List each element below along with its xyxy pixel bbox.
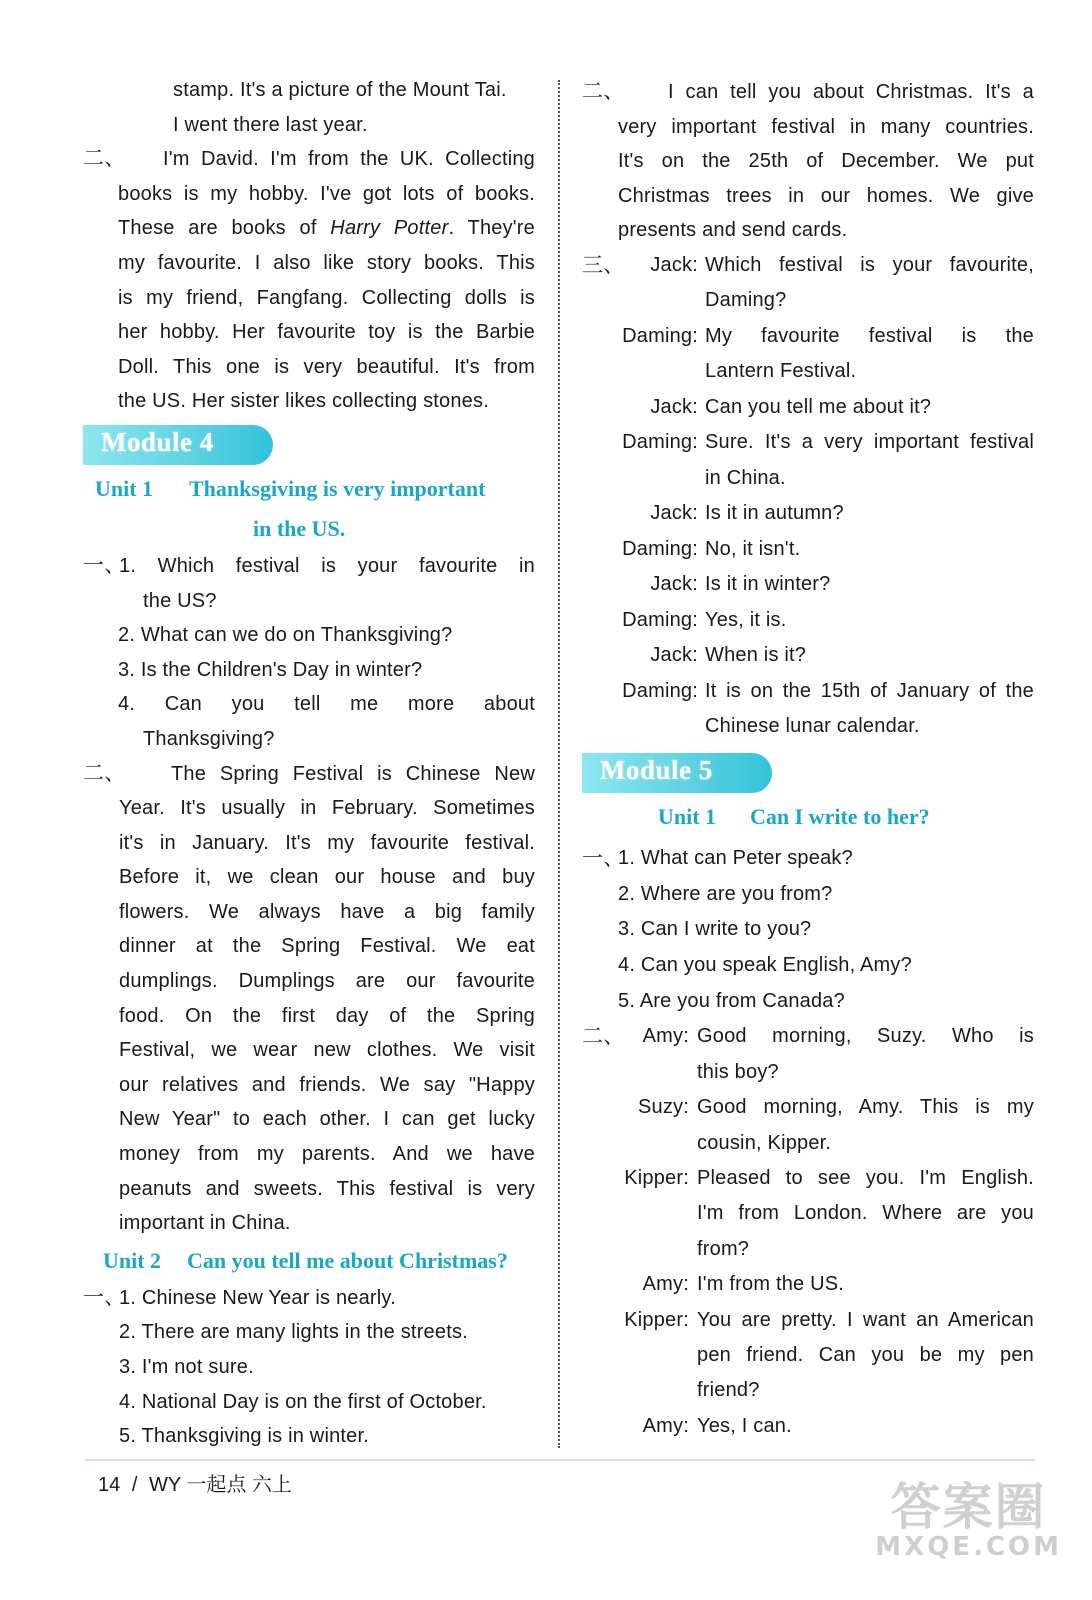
text-line: books is my hobby. I've got lots of books.: [118, 182, 535, 205]
dialogue-line: [582, 319, 1034, 355]
dialogue-line: [582, 1267, 1034, 1302]
dialogue-line: [582, 390, 1034, 426]
unit-heading: Unit 1 Thanksgiving is very important: [95, 475, 486, 501]
dialogue-line: [582, 1055, 1034, 1090]
page-footer: [98, 1468, 292, 1497]
dialogue-line: [582, 248, 1034, 284]
speaker-label: Amy:: [642, 1414, 689, 1437]
unit-heading-cont: in the US.: [253, 515, 346, 541]
speaker-label: Daming:: [622, 431, 698, 454]
speech-text: No, it isn't.: [705, 537, 801, 560]
text-line: Christmas trees in our homes. We give: [618, 184, 1034, 207]
speech-text: Can you tell me about it?: [705, 395, 932, 418]
section-mark: 二、: [582, 80, 625, 103]
section-mark: 二、: [83, 147, 126, 171]
speaker-label: Daming:: [622, 679, 698, 702]
passage-line: money from my parents. And we have: [119, 1143, 535, 1166]
question-line: the US?: [143, 589, 217, 612]
speech-text: cousin, Kipper.: [697, 1131, 832, 1154]
right-column: [582, 75, 1034, 1444]
speech-text: Yes, I can.: [697, 1414, 792, 1437]
text-line: her hobby. Her favourite toy is the Barbie: [118, 321, 535, 344]
footer-slash: /: [131, 1474, 138, 1496]
question-line: 3. Can I write to you?: [618, 918, 812, 941]
module-title: Module 5: [600, 754, 713, 785]
question-line: Thanksgiving?: [143, 727, 275, 750]
question-line: 一、 1. Which festival is your favourite in: [83, 549, 535, 584]
dialogue-line: [582, 674, 1034, 710]
speech-text: this boy?: [697, 1060, 779, 1083]
book-title: Harry Potter: [330, 217, 449, 240]
speaker-label: Daming:: [622, 608, 698, 631]
speech-text: I'm from the US.: [697, 1273, 845, 1296]
speech-text: Pleased to see you. I'm English.: [697, 1166, 1034, 1189]
dialogue-line: [582, 496, 1034, 532]
module-title: Module 4: [101, 426, 214, 457]
speech-text: Yes, it is.: [705, 608, 787, 631]
speaker-label: Amy:: [642, 1273, 689, 1296]
dialogue-line: [582, 1090, 1034, 1125]
passage-line: Festival, we wear new clothes. We visit: [119, 1039, 535, 1062]
speech-text: It is on the 15th of January of the: [705, 679, 1034, 702]
dialogue-line: [582, 1126, 1034, 1161]
dialogue-line: [582, 1409, 1034, 1444]
dialogue-line: [582, 532, 1034, 568]
dialogue-line: [582, 1232, 1034, 1267]
dialogue-line: [582, 1373, 1034, 1408]
dialogue-line: [582, 638, 1034, 674]
dialogue-line: [582, 709, 1034, 745]
unit-heading: Unit 2 Can you tell me about Christmas?: [103, 1247, 508, 1273]
passage-line: Before it, we clean our house and buy: [119, 866, 535, 889]
dialogue-line: [582, 1161, 1034, 1196]
text-line: the US. Her sister likes collecting stones.: [118, 390, 489, 413]
speaker-label: Kipper:: [624, 1166, 689, 1189]
dialogue-line: [582, 1196, 1034, 1231]
text-line: 二、 I'm David. I'm from the UK. Collecting: [83, 142, 535, 177]
dialogue-line: [582, 461, 1034, 497]
speaker-label: Jack:: [650, 502, 698, 525]
text-line: These are books of Harry Potter. They're: [118, 217, 535, 240]
text-line: my favourite. I also like story books. This: [118, 251, 535, 274]
answer-line: 2. There are many lights in the streets.: [119, 1321, 468, 1344]
question-line: 4. Can you speak English, Amy?: [618, 954, 912, 977]
text-line: 二、 I can tell you about Christmas. It's a: [582, 75, 1034, 110]
answer-line: 3. I'm not sure.: [119, 1356, 254, 1378]
series-label: WY 一起点 六上: [148, 1474, 292, 1496]
unit-heading: Unit 1 Can I write to her?: [658, 803, 930, 829]
text-line: Doll. This one is very beautiful. It's from: [118, 355, 535, 378]
column-divider: [558, 80, 560, 1448]
dialogue-1: [582, 248, 1034, 745]
speaker-label: Jack:: [650, 644, 698, 667]
passage-line: Year. It's usually in February. Sometimes: [119, 797, 535, 820]
section-mark: 一、: [83, 1285, 126, 1309]
passage-line: our relatives and friends. We say "Happy: [119, 1073, 535, 1096]
dialogue-line: [582, 1303, 1034, 1338]
section-mark: 三、: [582, 253, 625, 277]
question-line: 5. Are you from Canada?: [618, 989, 845, 1012]
speaker-label: Daming:: [622, 324, 698, 347]
left-column: [83, 73, 535, 1454]
dialogue-line: [582, 425, 1034, 461]
passage-line: dinner at the Spring Festival. We eat: [119, 935, 535, 958]
passage-line: peanuts and sweets. This festival is very: [119, 1177, 535, 1200]
dialogue-line: [582, 603, 1034, 639]
passage-line: dumplings. Dumplings are our favourite: [119, 970, 535, 993]
text-line: is my friend, Fangfang. Collecting dolls is: [118, 286, 535, 309]
module-5-banner: [582, 753, 1034, 795]
answer-line: 一、 1. Chinese New Year is nearly.: [83, 1281, 535, 1316]
text-line: very important festival in many countries.: [618, 115, 1034, 138]
speech-text: Lantern Festival.: [705, 360, 857, 383]
section-mark: 一、: [83, 553, 126, 577]
text-line: It's on the 25th of December. We put: [618, 150, 1034, 173]
speech-text: from?: [697, 1237, 750, 1260]
section-mark: 二、: [582, 1025, 625, 1049]
question-line: 2. Where are you from?: [618, 882, 833, 905]
dialogue-line: [582, 283, 1034, 319]
speech-text: Sure. It's a very important festival: [705, 431, 1034, 454]
watermark-top: 答案圈: [890, 1478, 1047, 1536]
question-line: 一、 1. What can Peter speak?: [582, 841, 1034, 877]
speech-text: When is it?: [705, 644, 807, 667]
text-line: I went there last year.: [173, 113, 368, 136]
speaker-label: Jack:: [650, 573, 698, 596]
watermark-logo: [875, 1478, 1062, 1562]
speech-text: My favourite festival is the: [705, 324, 1034, 347]
footer-rule: [85, 1459, 1035, 1461]
speech-text: Is it in winter?: [705, 573, 831, 596]
dialogue-line: [582, 567, 1034, 603]
passage-line: food. On the first day of the Spring: [119, 1004, 535, 1027]
module-4-banner: [83, 425, 535, 467]
dialogue-line: [582, 1338, 1034, 1373]
speaker-label: Amy:: [642, 1025, 689, 1048]
speech-text: Which festival is your favourite,: [705, 253, 1034, 276]
passage-line: it's in January. It's my favourite festival.: [119, 831, 535, 854]
text-line: presents and send cards.: [618, 219, 848, 242]
question-line: 2. What can we do on Thanksgiving?: [118, 624, 453, 647]
speech-text: Daming?: [705, 289, 787, 312]
speech-text: friend?: [697, 1379, 760, 1402]
speaker-label: Jack:: [650, 395, 698, 418]
speaker-label: Suzy:: [637, 1096, 689, 1119]
passage-line: flowers. We always have a big family: [119, 900, 535, 923]
speech-text: Chinese lunar calendar.: [705, 715, 920, 738]
speech-text: Good morning, Suzy. Who is: [697, 1025, 1034, 1048]
passage-line: important in China.: [119, 1212, 291, 1235]
page-number: 14: [98, 1474, 121, 1496]
watermark-bottom: MXQE.COM: [875, 1532, 1062, 1562]
answer-line: 4. National Day is on the first of October.: [119, 1390, 487, 1413]
passage-line: 二、 The Spring Festival is Chinese New: [83, 757, 535, 792]
dialogue-line: [582, 1019, 1034, 1054]
passage-line: New Year" to each other. I can get lucky: [119, 1108, 535, 1131]
speech-text: in China.: [705, 466, 786, 489]
speaker-label: Daming:: [622, 537, 698, 560]
speech-text: I'm from London. Where are you: [697, 1202, 1034, 1225]
speech-text: You are pretty. I want an American: [697, 1308, 1034, 1331]
speaker-label: Jack:: [650, 253, 698, 276]
dialogue-line: [582, 354, 1034, 390]
text-line: stamp. It's a picture of the Mount Tai.: [173, 79, 507, 101]
speech-text: Is it in autumn?: [705, 502, 844, 525]
speech-text: pen friend. Can you be my pen: [697, 1343, 1034, 1366]
section-mark: 一、: [582, 846, 625, 870]
speaker-label: Kipper:: [624, 1308, 689, 1331]
dialogue-2: [582, 1019, 1034, 1444]
question-line: 4. Can you tell me more about: [118, 693, 535, 716]
answer-line: 5. Thanksgiving is in winter.: [119, 1425, 369, 1448]
question-line: 3. Is the Children's Day in winter?: [118, 658, 423, 681]
section-mark: 二、: [83, 761, 126, 785]
speech-text: Good morning, Amy. This is my: [697, 1096, 1034, 1119]
